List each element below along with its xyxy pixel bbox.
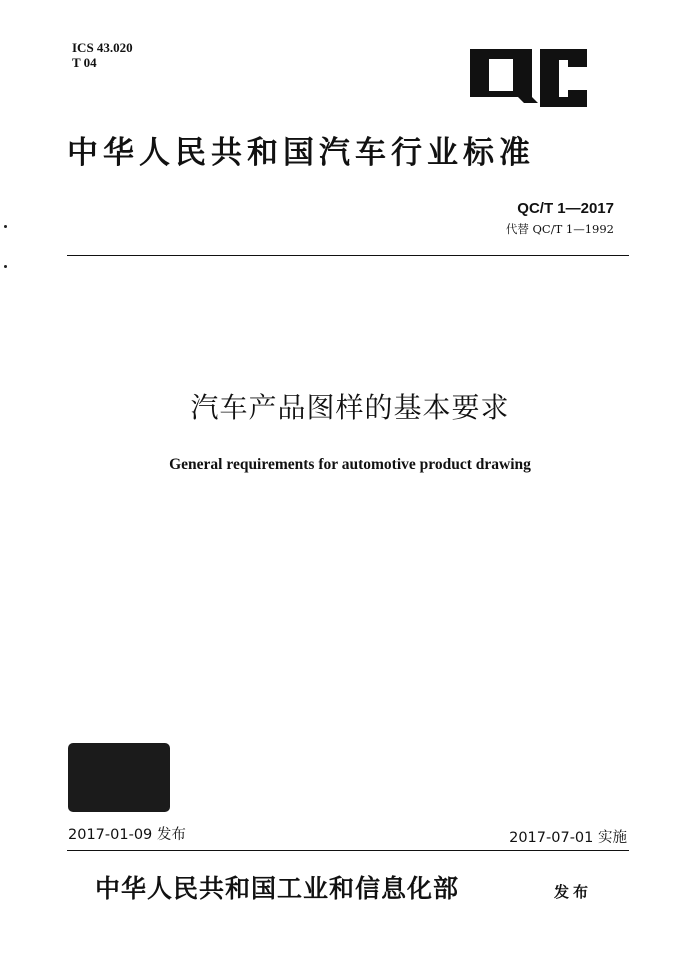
qc-logo-c: [540, 49, 587, 107]
standard-number: QC/T 1—2017: [517, 200, 614, 217]
qc-logo-q: [470, 49, 538, 103]
footer-divider: [67, 850, 629, 851]
issue-action-label: 发布: [554, 883, 593, 901]
scan-speck: [4, 265, 7, 268]
barcode-stamp: [68, 743, 170, 812]
document-title-chinese: 汽车产品图样的基本要求: [190, 391, 510, 424]
qc-logo: [470, 47, 588, 109]
header-divider: [67, 255, 629, 256]
replaced-standard: 代替 QC/T 1—1992: [505, 222, 614, 236]
ics-code: ICS 43.020: [72, 40, 133, 55]
category-code: T 04: [72, 55, 97, 70]
classification-block: [72, 40, 133, 70]
scan-speck: [4, 225, 7, 228]
issuing-authority: 中华人民共和国工业和信息化部: [95, 874, 460, 903]
publish-date: 2017-01-09 发布: [68, 827, 186, 843]
document-title-english: General requirements for automotive product drawing: [169, 456, 531, 473]
standard-category-heading: 中华人民共和国汽车行业标准: [67, 135, 535, 171]
implementation-date: 2017-07-01 实施: [509, 830, 627, 846]
